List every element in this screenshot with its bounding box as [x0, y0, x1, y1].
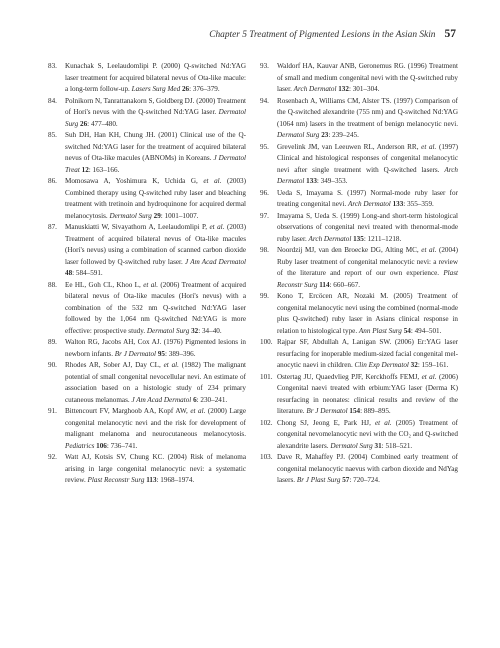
journal-name: J Dermatol Treat — [65, 154, 246, 174]
journal-name: et al. — [190, 407, 206, 415]
chapter-title: Chapter 5 Treatment of Pigmented Lesions in the Asian Skin — [209, 30, 436, 40]
reference-segment: (2003) Combined therapy using Q-switched ruby laser and bleaching treatment with tretinoin and hydroquinone for acquired dermal melanocytosis. — [65, 177, 246, 220]
reference-number: 102. — [260, 418, 273, 427]
reference-text — [277, 142, 458, 188]
reference-segment: Ueda S, Imayama S. (1997) Normal-mode ruby laser for treating congenital nevi. — [277, 188, 458, 208]
reference-text — [277, 245, 458, 291]
reference-entry — [260, 61, 458, 96]
reference-text — [277, 337, 458, 372]
reference-segment: Imayama S, Ueda S. (1999) Long-and short-term histological observations of congenital nevi treated with thenormal-mode ruby laser. — [277, 211, 458, 243]
reference-number: 84. — [48, 96, 57, 105]
volume-number: 12 — [81, 165, 89, 174]
reference-segment: Walton RG, Jacobs AH, Cox AJ. (1976) Pigmented lesions in newborn infants. — [65, 338, 246, 358]
reference-segment: : 1968–1974. — [156, 476, 195, 484]
reference-number: 94. — [260, 96, 269, 105]
reference-entry — [260, 245, 458, 291]
reference-entry — [48, 337, 246, 360]
reference-entry — [260, 372, 458, 418]
reference-segment: : 301–304. — [348, 85, 380, 93]
reference-segment: Ostertag JU, Quaedvlieg PJF, Kerckhoffs FEMJ, — [277, 372, 422, 381]
reference-segment: : 159–161. — [417, 361, 449, 369]
reference-segment: Kunachak S, Leelaudomlipi P. (2000) Q-switched Nd:YAG laser treatment for acquired bilateral nevus of Ota-like macule: a long-term follow-up. — [65, 62, 246, 93]
reference-segment: (2005) Treatment of congenital nevomelanocytic nevi with the CO₂ and Q-switched alexandrite lasers. — [277, 418, 459, 450]
journal-name: Dermatol Surg — [277, 131, 320, 139]
reference-number: 88. — [48, 280, 57, 289]
reference-text — [65, 360, 246, 406]
reference-text — [277, 291, 458, 337]
reference-text — [277, 188, 458, 211]
reference-segment: Suh DH, Han KH, Chung JH. (2001) Clinical use of the Q-switched Nd:YAG laser for the treatment of acquired bilateral nevus of Ota-like macules (ABNOMs) in Koreans. — [65, 131, 246, 162]
reference-number: 100. — [260, 338, 273, 346]
reference-number: 103. — [260, 453, 273, 461]
references-left-column — [48, 61, 246, 487]
reference-entry — [260, 96, 458, 142]
reference-segment: (2004) Ruby laser treatment of congenital melanocytic nevi: a review of the literature and report of our own experience. — [277, 246, 459, 277]
journal-name: et al. — [421, 142, 437, 151]
reference-number: 92. — [48, 453, 57, 461]
reference-segment: : 720–724. — [349, 476, 380, 484]
volume-number: 32 — [191, 326, 199, 335]
reference-segment: Ee HL, Goh CL, Khoo L, — [65, 280, 144, 289]
reference-number: 89. — [48, 338, 57, 346]
reference-segment: Watt AJ, Kotsis SV, Chung KC. (2004) Risk of melanoma arising in large congenital melanocytic nevi: a systematic review. — [65, 453, 246, 484]
reference-entry — [48, 222, 246, 280]
reference-text — [65, 61, 246, 96]
reference-text — [277, 211, 458, 246]
reference-entry — [260, 188, 458, 211]
reference-entry — [48, 280, 246, 338]
volume-number: 26 — [80, 119, 88, 128]
reference-number: 90. — [48, 361, 57, 369]
reference-segment: : 355–359. — [403, 200, 434, 208]
reference-text — [277, 418, 458, 453]
reference-segment: : 349–353. — [316, 177, 348, 185]
reference-text — [277, 452, 458, 487]
journal-name: Br J Dermatol — [114, 349, 157, 358]
journal-name: Clin Exp Dermatol — [354, 361, 409, 369]
reference-segment: (1982) The malignant potential of small congenital nevocellular nevi. An estimate of association based on a histologic study of 234 primary cutaneous melanomas. — [65, 361, 247, 404]
reference-text — [277, 372, 458, 418]
volume-number: 113 — [146, 476, 157, 484]
journal-name: Plast Reconstr Surg — [87, 476, 145, 484]
reference-entry — [260, 142, 458, 188]
reference-number: 99. — [260, 292, 269, 300]
reference-number: 86. — [48, 177, 57, 185]
volume-number: 114 — [319, 280, 330, 289]
reference-text — [65, 222, 246, 280]
reference-segment: Bittencourt FV, Marghoob AA, Kopf AW, — [65, 407, 191, 415]
volume-number: 54 — [403, 326, 411, 335]
reference-number: 83. — [48, 62, 57, 70]
reference-text — [65, 130, 246, 176]
reference-segment: Waldorf HA, Kauvar ANB, Geronemus RG. (1996) Treatment of small and medium congenital nevi with the Q-switched ruby laser. — [277, 62, 458, 93]
volume-number: 29 — [153, 211, 161, 220]
journal-name: Dermatol Surg — [109, 211, 152, 220]
journal-name: Arch Dermatol — [348, 200, 391, 208]
reference-segment: Manuskiatti W, Sivayathorn A, Leelaudomlipi P, — [65, 223, 210, 231]
volume-number: 95 — [157, 349, 165, 358]
volume-number: 48 — [65, 269, 73, 277]
journal-name: et al. — [209, 223, 225, 231]
volume-number: 32 — [410, 361, 418, 369]
reference-segment: Noordzij MJ, van den Broecke DG, Alting MC, — [277, 246, 422, 254]
reference-segment: : 389–396. — [164, 349, 196, 358]
reference-segment: : 239–245. — [328, 131, 359, 139]
reference-entry — [260, 418, 458, 453]
journal-name: Lasers Surg Med — [131, 85, 181, 93]
reference-entry — [48, 360, 246, 406]
volume-number: 26 — [181, 85, 190, 93]
reference-segment: : 889–895. — [360, 407, 391, 415]
journal-name: Arch Dermatol — [293, 85, 337, 93]
reference-segment: : 518–521. — [381, 441, 413, 450]
reference-segment: Momosawa A, Yoshimura K, Uchida G, — [65, 177, 204, 185]
reference-segment: Rajpar SF, Abdullah A, Lanigan SW. (2006) Er:YAG laser resurfacing for inoperable medium-sized facial congenital mel-anocytic naevi in children. — [277, 338, 458, 369]
reference-text — [65, 337, 246, 360]
reference-segment: : 736–741. — [106, 441, 138, 450]
journal-name: Arch Dermatol — [308, 234, 352, 243]
volume-number: 57 — [342, 476, 350, 484]
journal-name: et al. — [203, 177, 222, 185]
reference-text — [65, 406, 246, 452]
journal-name: Arch Dermatol — [277, 165, 458, 185]
journal-name: et al. — [421, 372, 437, 381]
reference-entry — [48, 61, 246, 96]
reference-number: 85. — [48, 131, 57, 139]
reference-number: 96. — [260, 188, 269, 197]
reference-segment: (1997) Clinical and histological responses of congenital melanocytic nevi after single treatment with Q-switched lasers. — [277, 142, 459, 174]
reference-text — [65, 176, 246, 222]
running-header — [209, 28, 456, 40]
reference-entry — [260, 291, 458, 337]
page-number: 57 — [444, 28, 456, 40]
reference-segment: : 376–379. — [189, 85, 220, 93]
reference-number: 97. — [260, 211, 269, 220]
volume-number: 31 — [374, 441, 382, 450]
journal-name: J Am Acad Dermatol — [184, 257, 247, 266]
reference-segment: Grevelink JM, van Leeuwen RL, Anderson RR, — [277, 142, 422, 151]
reference-entry — [48, 96, 246, 131]
references-right-column — [260, 61, 458, 487]
journal-name: Dermatol Surg — [146, 326, 190, 335]
journal-name: Dermatol Surg — [65, 108, 246, 128]
journal-name: Ann Plast Surg — [358, 326, 402, 335]
reference-segment: Dave R, Mahaffey PJ. (2004) Combined early treatment of congenital melanocytic naevus with carbon dioxide and NdYag lasers. — [277, 453, 458, 484]
journal-name: Dermatol Surg — [330, 441, 373, 450]
reference-segment: (2003) Treatment of acquired bilateral nevus of Ota-like macules (Hori's nevus) using a combination of scanned carbon dioxide laser followed by Q-switched ruby laser. — [65, 223, 246, 266]
reference-segment: : 230–241. — [196, 395, 228, 404]
reference-segment: Rhodes AR, Sober AJ, Day CL, — [65, 361, 164, 369]
reference-segment: : 660–667. — [329, 280, 361, 289]
reference-segment: : 477–480. — [87, 119, 118, 128]
reference-text — [277, 96, 458, 142]
reference-text — [277, 61, 458, 96]
reference-segment: Rosenbach A, Williams CM, Alster TS. (1997) Comparison of the Q-switched alexandrite (755 nm) and Q-switched Nd:YAG (1064 nm) lasers in the treatment of benign melanocytic nevi. — [277, 96, 458, 128]
reference-number: 101. — [260, 372, 273, 381]
volume-number: 6 — [193, 395, 197, 404]
journal-name: J Am Acad Dermatol — [131, 395, 192, 404]
journal-name: Plast Reconstr Surg — [277, 269, 458, 289]
reference-segment: : 584–591. — [72, 269, 103, 277]
reference-entry — [260, 337, 458, 372]
reference-segment: : 1211–1218. — [363, 234, 402, 243]
reference-text — [65, 96, 246, 131]
reference-entry — [260, 452, 458, 487]
reference-segment: Kono T, Ercöcen AR, Nozaki M. (2005) Treatment of congenital melanocytic nevi using the combined (normal-mode plus Q-switched) ruby laser in Asians clinical response in relation to histological type. — [277, 292, 458, 335]
reference-number: 91. — [48, 407, 57, 415]
reference-segment: : 494–501. — [410, 326, 442, 335]
reference-number: 95. — [260, 142, 269, 151]
reference-segment: Chong SJ, Jeong E, Park HJ, — [277, 418, 376, 427]
reference-entry — [48, 176, 246, 222]
reference-text — [65, 452, 246, 487]
reference-entry — [48, 452, 246, 487]
reference-number: 87. — [48, 223, 57, 231]
journal-name: Br J Dermatol — [306, 407, 348, 415]
journal-name: et al. — [163, 361, 179, 369]
journal-name: et al. — [143, 280, 159, 289]
volume-number: 133 — [306, 177, 317, 185]
reference-segment: : 34–40. — [198, 326, 222, 335]
journal-name: et al. — [421, 246, 437, 254]
volume-number: 106 — [96, 441, 107, 450]
volume-number: 135 — [353, 234, 364, 243]
reference-number: 93. — [260, 62, 269, 70]
reference-segment: : 1001–1007. — [160, 211, 199, 220]
reference-segment: (2006) Treatment of acquired bilateral nevus of Ota-like macules (Hori's nevus) with a combination of the 532 nm Q-switched Nd:YAG laser followed by the 1,064 nm Q-switched Nd:YAG is more effective: prospective study. — [65, 280, 246, 335]
volume-number: 154 — [349, 407, 361, 415]
reference-entry — [48, 130, 246, 176]
reference-entry — [260, 211, 458, 246]
reference-segment: (2000) Large congenital melanocytic nevi and the risk for development of malignant melanoma and neurocutaneous melanocytosis. — [65, 407, 246, 438]
volume-number: 133 — [392, 200, 404, 208]
journal-name: et al. — [375, 418, 392, 427]
volume-number: 132 — [338, 85, 349, 93]
reference-segment: Polnikorn N, Tanrattanakorn S, Goldberg DJ. (2000) Treatment of Hori's nevus with the Q-switched Nd:YAG laser. — [65, 96, 246, 116]
reference-segment: (2006) Congenital naevi treated with erbium:YAG laser (Derma K) resurfacing in neonates: clinical results and review of the literature. — [277, 372, 458, 415]
reference-entry — [48, 406, 246, 452]
reference-number: 98. — [260, 246, 269, 254]
reference-text — [65, 280, 246, 338]
journal-name: Br J Plast Surg — [296, 476, 341, 484]
reference-segment: : 163–166. — [88, 165, 120, 174]
journal-name: Pediatrics — [65, 441, 95, 450]
volume-number: 23 — [321, 131, 329, 139]
